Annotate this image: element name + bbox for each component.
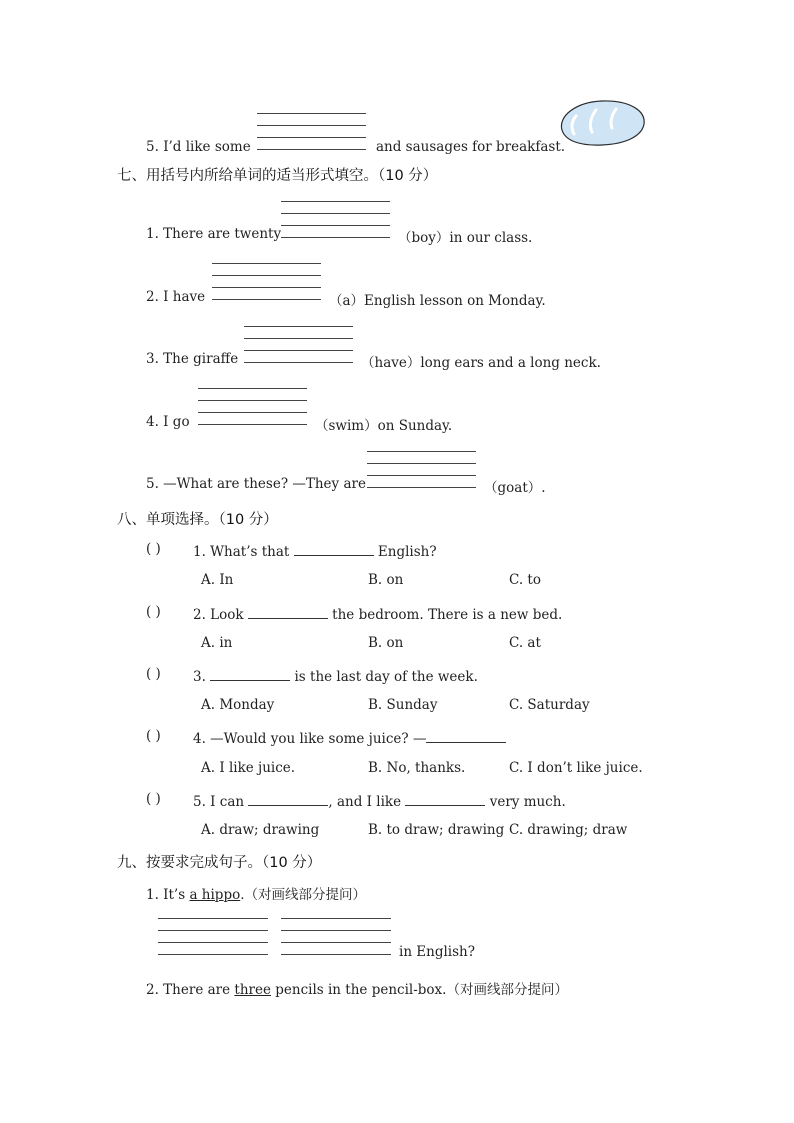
question-text: 1. It’s xyxy=(146,887,186,903)
question-text: 2. There are xyxy=(146,982,231,998)
question-text: 5. —What are these? —They are xyxy=(146,476,366,492)
question-text: 5. I can xyxy=(193,794,245,810)
answer-blank[interactable] xyxy=(294,541,374,556)
answer-paren[interactable]: ( ) xyxy=(146,541,161,557)
mc-question xyxy=(193,791,566,810)
four-line-grid[interactable] xyxy=(281,918,391,955)
answer-paren[interactable]: ( ) xyxy=(146,666,161,682)
option-b[interactable]: B. to draw; drawing xyxy=(368,822,505,838)
option-c[interactable]: C. to xyxy=(509,572,541,588)
four-line-grid[interactable] xyxy=(198,388,307,425)
question-text: （goat）. xyxy=(484,480,546,496)
option-b[interactable]: B. on xyxy=(368,572,404,588)
question-text: 3. The giraffe xyxy=(146,351,239,367)
question-text: 1. There are twenty xyxy=(146,226,282,242)
option-a[interactable]: A. I like juice. xyxy=(201,760,296,776)
option-c[interactable]: C. I don’t like juice. xyxy=(509,760,643,776)
bread-illustration xyxy=(556,96,648,150)
answer-blank[interactable] xyxy=(248,604,328,619)
question-text: and sausages for breakfast. xyxy=(376,139,566,155)
four-line-grid[interactable] xyxy=(158,918,268,955)
question-text: （boy）in our class. xyxy=(398,230,533,246)
answer-paren[interactable]: ( ) xyxy=(146,728,161,744)
question-text: 2. Look xyxy=(193,607,244,623)
answer-blank[interactable] xyxy=(426,728,506,743)
question-text: 4. I go xyxy=(146,414,190,430)
answer-blank[interactable] xyxy=(210,666,290,681)
answer-paren[interactable]: ( ) xyxy=(146,791,161,807)
option-b[interactable]: B. No, thanks. xyxy=(368,760,466,776)
section-heading: 九、按要求完成句子。（10 分） xyxy=(117,855,322,871)
question-text: （have）long ears and a long neck. xyxy=(361,355,601,371)
question-item xyxy=(146,978,568,998)
mc-question xyxy=(193,541,437,560)
four-line-grid[interactable] xyxy=(257,113,366,150)
question-text: in English? xyxy=(399,944,475,960)
underlined-text: three xyxy=(234,982,271,998)
mc-question xyxy=(193,728,506,747)
option-c[interactable]: C. Saturday xyxy=(509,697,590,713)
question-text: I’d like some xyxy=(163,139,251,155)
question-text: very much. xyxy=(489,794,566,810)
section-heading: 七、用括号内所给单词的适当形式填空。（10 分） xyxy=(117,168,438,184)
question-text: the bedroom. There is a new bed. xyxy=(332,607,563,623)
four-line-grid[interactable] xyxy=(212,263,321,300)
question-item xyxy=(146,883,366,903)
answer-blank[interactable] xyxy=(405,791,485,806)
question-text: 2. I have xyxy=(146,289,206,305)
question-number: 5. xyxy=(146,139,159,155)
question-text: , and I like xyxy=(328,794,402,810)
option-b[interactable]: B. on xyxy=(368,635,404,651)
section-heading: 八、单项选择。（10 分） xyxy=(117,512,278,528)
mc-question xyxy=(193,666,478,685)
question-text: 1. What’s that xyxy=(193,544,290,560)
option-a[interactable]: A. draw; drawing xyxy=(201,822,320,838)
question-text: English? xyxy=(377,544,437,560)
question-text: pencils in the pencil-box.（对画线部分提问） xyxy=(275,982,568,998)
underlined-text: a hippo xyxy=(189,887,241,903)
question-text: （swim）on Sunday. xyxy=(315,418,453,434)
four-line-grid[interactable] xyxy=(367,451,476,488)
answer-paren[interactable]: ( ) xyxy=(146,604,161,620)
question-text: .（对画线部分提问） xyxy=(240,887,367,903)
four-line-grid[interactable] xyxy=(281,201,390,238)
question-text: （a）English lesson on Monday. xyxy=(329,293,546,309)
option-a[interactable]: A. In xyxy=(201,572,234,588)
option-c[interactable]: C. drawing; draw xyxy=(509,822,628,838)
question-text: 3. xyxy=(193,669,206,685)
mc-question xyxy=(193,604,562,623)
question-item xyxy=(146,139,251,155)
option-c[interactable]: C. at xyxy=(509,635,541,651)
question-text: 4. —Would you like some juice? — xyxy=(193,731,427,747)
question-text: is the last day of the week. xyxy=(294,669,478,685)
option-a[interactable]: A. Monday xyxy=(201,697,275,713)
option-a[interactable]: A. in xyxy=(201,635,233,651)
four-line-grid[interactable] xyxy=(244,326,353,363)
option-b[interactable]: B. Sunday xyxy=(368,697,438,713)
answer-blank[interactable] xyxy=(248,791,328,806)
